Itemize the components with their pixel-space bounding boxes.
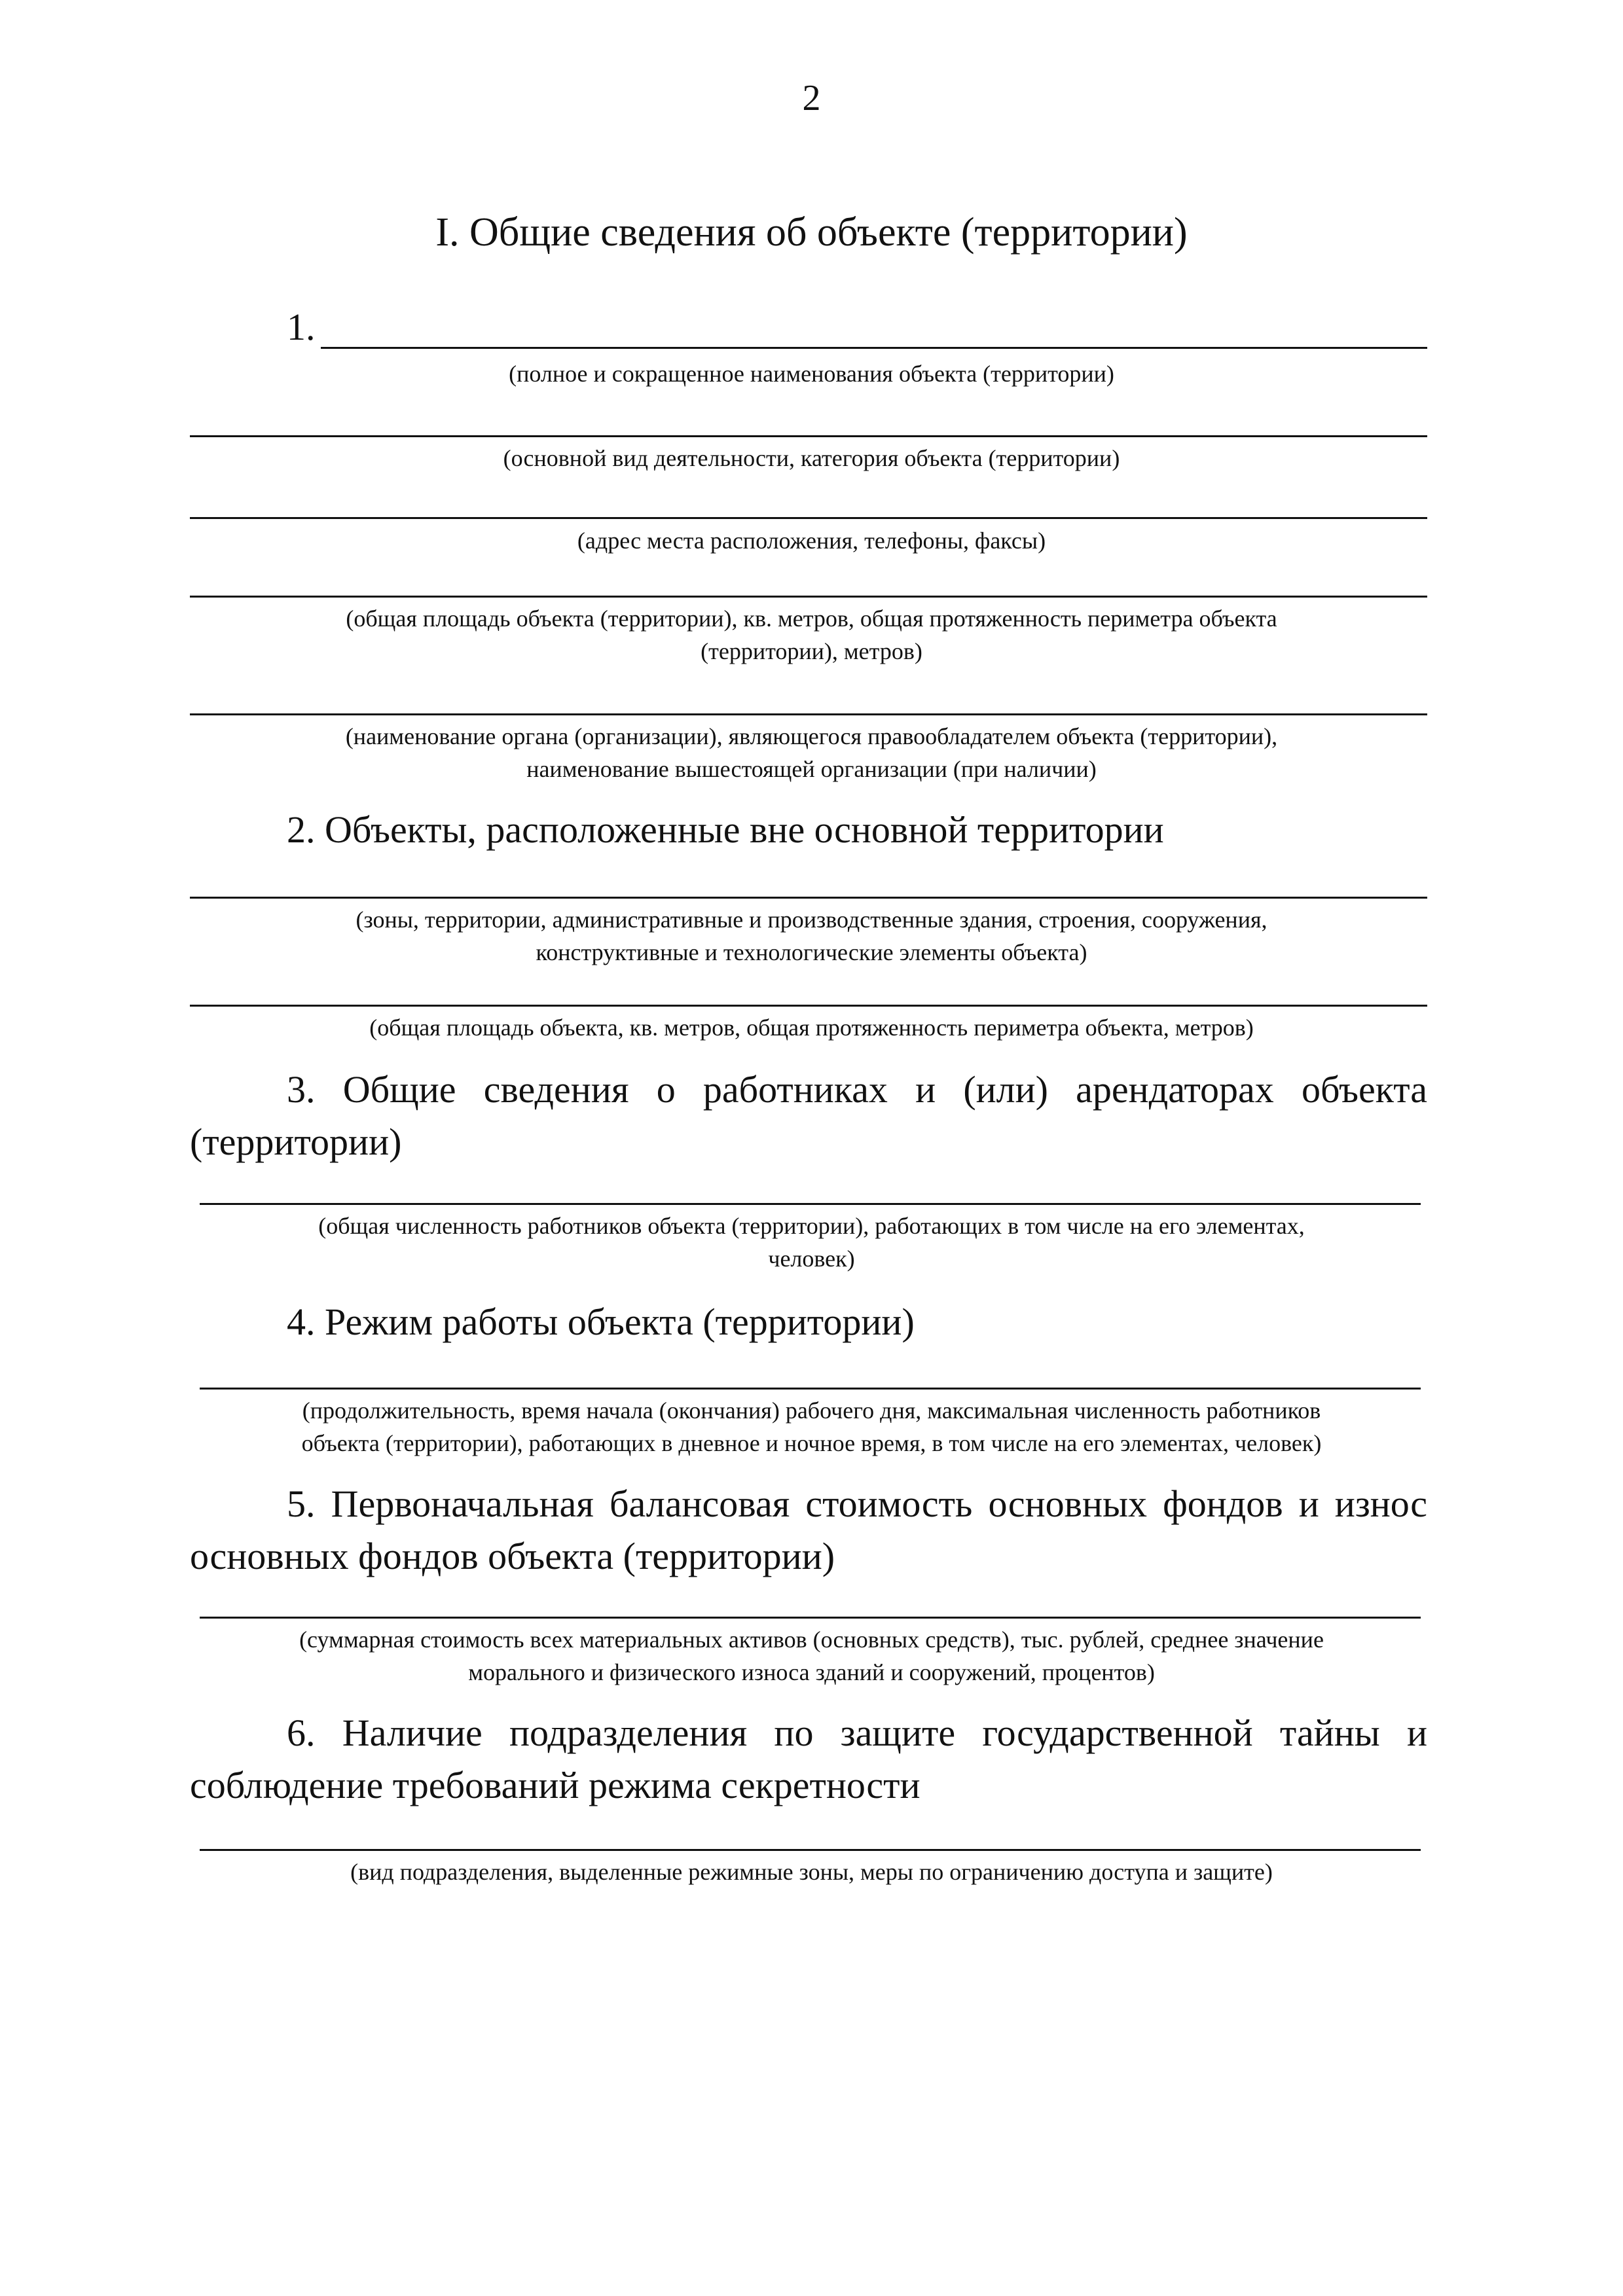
item1-activity-field[interactable] — [190, 435, 1427, 437]
item5-caption-1: (суммарная стоимость всех материальных активов (основных средств), тыс. рублей, среднее значение — [299, 1626, 1324, 1653]
item2-caption-area: (общая площадь объекта, кв. метров, общая протяженность периметра объекта, метров) — [369, 1014, 1254, 1041]
item5-heading-line2: основных фондов объекта (территории) — [190, 1535, 835, 1577]
item1-caption-activity: (основной вид деятельности, категория объекта (территории) — [503, 445, 1120, 471]
item1-caption-owner-1: (наименование органа (организации), являющегося правообладателем объекта (территории), — [345, 723, 1278, 749]
item1-area-field[interactable] — [190, 596, 1427, 598]
item1-caption-owner-2: наименование вышестоящей организации (при наличии) — [526, 756, 1097, 782]
item2-area-field[interactable] — [190, 1005, 1427, 1007]
item4-schedule-field[interactable] — [200, 1388, 1421, 1390]
item4-heading: 4. Режим работы объекта (территории) — [287, 1300, 915, 1343]
item4-caption-1: (продолжительность, время начала (окончания) рабочего дня, максимальная численность работников — [302, 1397, 1321, 1424]
section-title: I. Общие сведения об объекте (территории) — [435, 210, 1188, 255]
item5-cost-field[interactable] — [200, 1617, 1421, 1619]
item3-heading-line1: 3. Общие сведения о работниках и (или) арендаторах объекта — [287, 1068, 1427, 1111]
item2-caption-objects-1: (зоны, территории, административные и производственные здания, строения, сооружения, — [356, 906, 1267, 933]
item1-number: 1. — [287, 306, 316, 348]
item2-objects-field[interactable] — [190, 897, 1427, 899]
item2-caption-objects-2: конструктивные и технологические элементы объекта) — [536, 939, 1087, 965]
page-number: 2 — [802, 78, 821, 118]
item1-owner-field[interactable] — [190, 713, 1427, 715]
item1-name-field[interactable] — [321, 347, 1427, 349]
item1-caption-area-1: (общая площадь объекта (территории), кв. метров, общая протяженность периметра объекта — [346, 605, 1277, 632]
item3-caption-2: человек) — [768, 1246, 855, 1272]
item1-caption-name: (полное и сокращенное наименования объекта (территории) — [509, 361, 1114, 387]
item1-caption-area-2: (территории), метров) — [701, 638, 922, 664]
item3-caption-1: (общая численность работников объекта (территории), работающих в том числе на его элементах, — [318, 1213, 1305, 1239]
item6-heading-line1: 6. Наличие подразделения по защите государственной тайны и — [287, 1712, 1427, 1754]
item4-caption-2: объекта (территории), работающих в дневное и ночное время, в том числе на его элементах, человек) — [301, 1430, 1322, 1456]
item1-caption-address: (адрес места расположения, телефоны, факсы) — [577, 528, 1046, 554]
item5-heading-line1: 5. Первоначальная балансовая стоимость основных фондов и износ — [287, 1482, 1427, 1525]
item2-heading: 2. Объекты, расположенные вне основной территории — [287, 808, 1164, 851]
item6-caption: (вид подразделения, выделенные режимные зоны, меры по ограничению доступа и защите) — [350, 1859, 1273, 1885]
item6-heading-line2: соблюдение требований режима секретности — [190, 1764, 921, 1806]
item6-secrecy-field[interactable] — [200, 1849, 1421, 1851]
item1-address-field[interactable] — [190, 517, 1427, 519]
item5-caption-2: морального и физического износа зданий и сооружений, процентов) — [468, 1659, 1155, 1685]
item3-heading-line2: (территории) — [190, 1121, 402, 1163]
item3-workers-field[interactable] — [200, 1203, 1421, 1205]
